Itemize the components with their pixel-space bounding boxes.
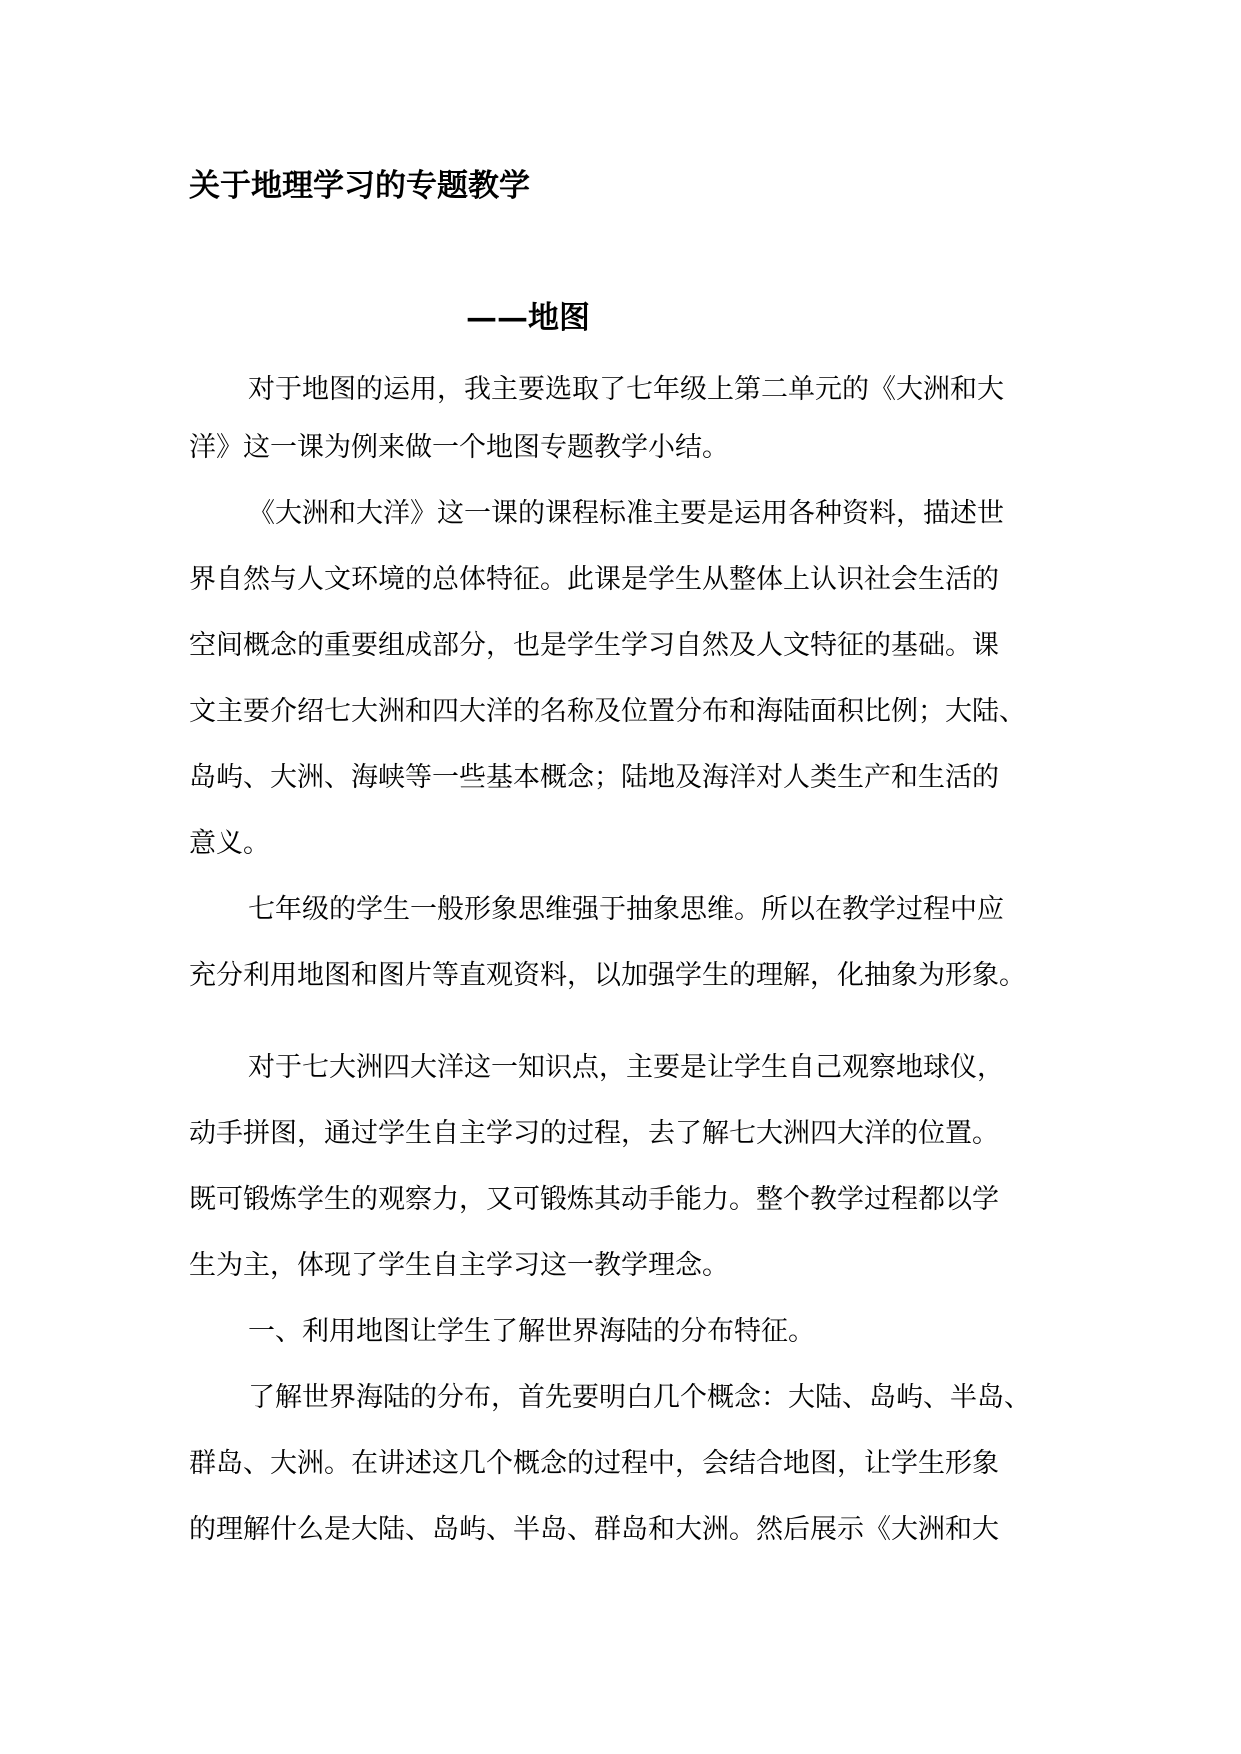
text-line: 充分利用地图和图片等直观资料，以加强学生的理解，化抽象为形象。 — [189, 960, 1026, 991]
text-line: 对于七大洲四大洋这一知识点，主要是让学生自己观察地球仪， — [248, 1052, 1004, 1083]
document-title: 关于地理学习的专题教学 — [189, 168, 530, 204]
text-line: 群岛、大洲。在讲述这几个概念的过程中，会结合地图，让学生形象 — [189, 1448, 999, 1479]
text-line: 对于地图的运用，我主要选取了七年级上第二单元的《大洲和大 — [248, 374, 1004, 405]
text-line: 意义。 — [189, 828, 270, 859]
text-line: 七年级的学生一般形象思维强于抽象思维。所以在教学过程中应 — [248, 894, 1004, 925]
text-line: 既可锻炼学生的观察力，又可锻炼其动手能力。整个教学过程都以学 — [189, 1184, 999, 1215]
document-subtitle: ——地图 — [466, 300, 590, 336]
text-line: 了解世界海陆的分布，首先要明白几个概念：大陆、岛屿、半岛、 — [248, 1382, 1031, 1413]
text-line: 空间概念的重要组成部分，也是学生学习自然及人文特征的基础。课 — [189, 630, 999, 661]
text-line: 一、利用地图让学生了解世界海陆的分布特征。 — [248, 1316, 815, 1347]
text-line: 《大洲和大洋》这一课的课程标准主要是运用各种资料，描述世 — [248, 498, 1004, 529]
text-line: 岛屿、大洲、海峡等一些基本概念；陆地及海洋对人类生产和生活的 — [189, 762, 999, 793]
text-line: 文主要介绍七大洲和四大洋的名称及位置分布和海陆面积比例；大陆、 — [189, 696, 1026, 727]
text-line: 洋》这一课为例来做一个地图专题教学小结。 — [189, 432, 729, 463]
text-line: 生为主，体现了学生自主学习这一教学理念。 — [189, 1250, 729, 1281]
text-line: 的理解什么是大陆、岛屿、半岛、群岛和大洲。然后展示《大洲和大 — [189, 1514, 999, 1545]
text-line: 动手拼图，通过学生自主学习的过程，去了解七大洲四大洋的位置。 — [189, 1118, 999, 1149]
text-line: 界自然与人文环境的总体特征。此课是学生从整体上认识社会生活的 — [189, 564, 999, 595]
